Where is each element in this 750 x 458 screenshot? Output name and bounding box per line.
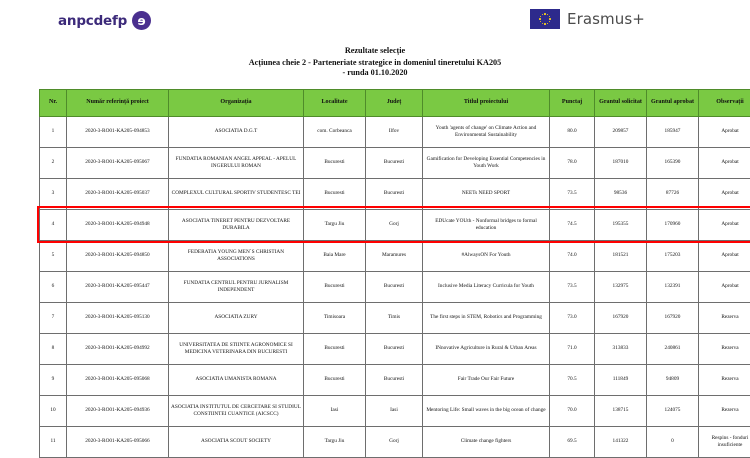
cell-grant-aprobat: 240861 — [647, 333, 699, 364]
cell-org: FUNDATIA CENTRUL PENTRU JURNALISM INDEPENDENT — [169, 271, 304, 302]
cell-titlu: Youth 'agents of change' on Climate Action and Environmental Sustainability — [423, 116, 550, 147]
table-row — [40, 426, 750, 457]
cell-grant-aprobat: 185947 — [647, 116, 699, 147]
results-table — [39, 89, 750, 458]
anpcdefp-logo — [58, 11, 151, 30]
cell-nr: 2 — [40, 147, 67, 178]
cell-org: ASOCIATIA SCOUT SOCIETY — [169, 426, 304, 457]
cell-grant-solicitat: 98536 — [595, 178, 647, 209]
cell-titlu: Inclusive Media Literacy Curricula for Youth — [423, 271, 550, 302]
cell-titlu: EDUcate YOUth - Nonformal bridges to formal education — [423, 209, 550, 240]
cell-titlu: The first steps in STEM, Robotics and Programming — [423, 302, 550, 333]
cell-grant-solicitat: 209857 — [595, 116, 647, 147]
cell-judet: Iasi — [366, 395, 423, 426]
cell-localitate: Baia Mare — [304, 240, 366, 271]
cell-org: FUNDATIA ROMANIAN ANGEL APPEAL - APELUL INGERULUI ROMAN — [169, 147, 304, 178]
table-row — [40, 395, 750, 426]
cell-org: ASOCIATIA D.G.T — [169, 116, 304, 147]
cell-ref: 2020-3-RO01-KA205-095067 — [67, 147, 169, 178]
cell-grant-aprobat: 87726 — [647, 178, 699, 209]
cell-ref: 2020-3-RO01-KA205-094936 — [67, 395, 169, 426]
cell-observatii: Aprobat — [699, 271, 750, 302]
cell-nr: 3 — [40, 178, 67, 209]
cell-observatii: Aprobat — [699, 209, 750, 240]
column-header-punctaj: Punctaj — [550, 89, 595, 116]
cell-punctaj: 74.0 — [550, 240, 595, 271]
cell-punctaj: 74.5 — [550, 209, 595, 240]
cell-ref: 2020-3-RO01-KA205-095068 — [67, 364, 169, 395]
cell-grant-solicitat: 195355 — [595, 209, 647, 240]
cell-judet: Bucuresti — [366, 271, 423, 302]
cell-org: ASOCIATIA ZURY — [169, 302, 304, 333]
cell-localitate: Targu Jiu — [304, 209, 366, 240]
cell-nr: 11 — [40, 426, 67, 457]
cell-org: ASOCIATIA TINERET PENTRU DEZVOLTARE DURABILA — [169, 209, 304, 240]
table-header-row — [40, 89, 750, 116]
cell-ref: 2020-3-RO01-KA205-094850 — [67, 240, 169, 271]
cell-judet: Bucuresti — [366, 333, 423, 364]
cell-judet: Gorj — [366, 209, 423, 240]
cell-judet: Gorj — [366, 426, 423, 457]
table-row — [40, 302, 750, 333]
cell-grant-aprobat: 132391 — [647, 271, 699, 302]
cell-localitate: Bucuresti — [304, 333, 366, 364]
column-header-localitate: Localitate — [304, 89, 366, 116]
cell-grant-aprobat: 170960 — [647, 209, 699, 240]
cell-observatii: Aprobat — [699, 116, 750, 147]
table-row — [40, 178, 750, 209]
cell-grant-aprobat: 175203 — [647, 240, 699, 271]
cell-observatii: Rezerva — [699, 395, 750, 426]
column-header-ref: Număr referință proiect — [67, 89, 169, 116]
erasmus-plus-logo — [530, 9, 645, 29]
column-header-judet: Județ — [366, 89, 423, 116]
cell-ref: 2020-3-RO01-KA205-094948 — [67, 209, 169, 240]
cell-judet: Timis — [366, 302, 423, 333]
cell-grant-solicitat: 167920 — [595, 302, 647, 333]
cell-ref: 2020-3-RO01-KA205-095037 — [67, 178, 169, 209]
cell-localitate: Bucuresti — [304, 364, 366, 395]
cell-grant-aprobat: 124075 — [647, 395, 699, 426]
cell-grant-solicitat: 111849 — [595, 364, 647, 395]
cell-observatii: Aprobat — [699, 147, 750, 178]
cell-punctaj: 73.0 — [550, 302, 595, 333]
cell-titlu: INnovative Agriculture in Rural & Urban Areas — [423, 333, 550, 364]
cell-observatii: Rezerva — [699, 302, 750, 333]
column-header-titlu: Titlul proiectului — [423, 89, 550, 116]
results-table-wrap — [39, 89, 711, 458]
cell-punctaj: 71.0 — [550, 333, 595, 364]
table-row — [40, 240, 750, 271]
cell-punctaj: 70.5 — [550, 364, 595, 395]
cell-nr: 6 — [40, 271, 67, 302]
cell-ref: 2020-3-RO01-KA205-094853 — [67, 116, 169, 147]
cell-observatii: Rezerva — [699, 333, 750, 364]
cell-ref: 2020-3-RO01-KA205-095066 — [67, 426, 169, 457]
table-row — [40, 364, 750, 395]
cell-ref: 2020-3-RO01-KA205-094992 — [67, 333, 169, 364]
table-row — [40, 333, 750, 364]
cell-nr: 4 — [40, 209, 67, 240]
cell-org: ASOCIATIA UMANISTA ROMANA — [169, 364, 304, 395]
anpcdefp-logo-mark-icon: e — [132, 11, 151, 30]
cell-observatii: Aprobat — [699, 178, 750, 209]
cell-titlu: Mentoring Life: Small waves in the big ocean of change — [423, 395, 550, 426]
cell-punctaj: 80.0 — [550, 116, 595, 147]
cell-titlu: #AlwaysON For Youth — [423, 240, 550, 271]
cell-org: FEDERATIA YOUNG MEN`S CHRISTIAN ASSOCIATIONS — [169, 240, 304, 271]
cell-judet: Bucuresti — [366, 147, 423, 178]
cell-ref: 2020-3-RO01-KA205-095130 — [67, 302, 169, 333]
page-round-label: - runda 01.10.2020 — [0, 68, 750, 79]
column-header-observatii: Observații — [699, 89, 750, 116]
cell-punctaj: 78.0 — [550, 147, 595, 178]
cell-judet: Maramures — [366, 240, 423, 271]
cell-judet: Bucuresti — [366, 178, 423, 209]
column-header-grant-solicitat: Grantul solicitat — [595, 89, 647, 116]
cell-grant-solicitat: 141322 — [595, 426, 647, 457]
cell-localitate: Timisoara — [304, 302, 366, 333]
table-row — [40, 147, 750, 178]
cell-org: ASOCIATIA INSTITUTUL DE CERCETARE SI STUDIUL CONSTIINTEI CUANTICE (AICSCC) — [169, 395, 304, 426]
cell-localitate: Bucuresti — [304, 178, 366, 209]
cell-nr: 1 — [40, 116, 67, 147]
document-header — [0, 0, 750, 42]
cell-grant-aprobat: 165390 — [647, 147, 699, 178]
results-table-body — [40, 116, 750, 457]
page-title: Rezultate selecție — [0, 46, 750, 57]
erasmus-plus-logo-text: Erasmus+ — [567, 10, 645, 28]
cell-grant-aprobat: 0 — [647, 426, 699, 457]
table-row — [40, 271, 750, 302]
cell-grant-solicitat: 313833 — [595, 333, 647, 364]
anpcdefp-logo-text: anpcdefp — [58, 13, 127, 29]
cell-titlu: NEETs NEED SPORT — [423, 178, 550, 209]
column-header-nr: Nr. — [40, 89, 67, 116]
cell-grant-solicitat: 181521 — [595, 240, 647, 271]
cell-nr: 5 — [40, 240, 67, 271]
cell-grant-solicitat: 138715 — [595, 395, 647, 426]
cell-punctaj: 73.5 — [550, 178, 595, 209]
cell-punctaj: 70.0 — [550, 395, 595, 426]
cell-observatii: Aprobat — [699, 240, 750, 271]
cell-grant-solicitat: 132975 — [595, 271, 647, 302]
page-subtitle: Acțiunea cheie 2 - Parteneriate strategice in domeniul tineretului KA205 — [0, 58, 750, 69]
cell-punctaj: 69.5 — [550, 426, 595, 457]
document-title-block — [0, 46, 750, 79]
cell-titlu: Fair Trade Our Fair Future — [423, 364, 550, 395]
cell-nr: 8 — [40, 333, 67, 364]
cell-localitate: Iasi — [304, 395, 366, 426]
cell-grant-aprobat: 94809 — [647, 364, 699, 395]
cell-judet: Bucuresti — [366, 364, 423, 395]
cell-localitate: Bucuresti — [304, 271, 366, 302]
cell-nr: 10 — [40, 395, 67, 426]
cell-grant-aprobat: 167920 — [647, 302, 699, 333]
cell-observatii: Respins - fonduri insuficiente — [699, 426, 750, 457]
table-row — [40, 116, 750, 147]
cell-nr: 7 — [40, 302, 67, 333]
cell-org: UNIVERSITATEA DE STIINTE AGRONOMICE SI MEDICINA VETERINARA DIN BUCURESTI — [169, 333, 304, 364]
cell-observatii: Rezerva — [699, 364, 750, 395]
results-table-head — [40, 89, 750, 116]
cell-grant-solicitat: 187010 — [595, 147, 647, 178]
column-header-org: Organizația — [169, 89, 304, 116]
cell-localitate: Targu Jiu — [304, 426, 366, 457]
cell-punctaj: 73.5 — [550, 271, 595, 302]
cell-judet: Ilfov — [366, 116, 423, 147]
cell-titlu: Gamification for Developing Essential Competencies in Youth Work — [423, 147, 550, 178]
cell-ref: 2020-3-RO01-KA205-095447 — [67, 271, 169, 302]
cell-nr: 9 — [40, 364, 67, 395]
column-header-grant-aprobat: Grantul aprobat — [647, 89, 699, 116]
cell-org: COMPLEXUL CULTURAL SPORTIV STUDENTESC TEI — [169, 178, 304, 209]
cell-localitate: Bucuresti — [304, 147, 366, 178]
cell-titlu: Climate change fighters — [423, 426, 550, 457]
european-union-flag-icon — [530, 9, 560, 29]
table-row — [40, 209, 750, 240]
cell-localitate: com. Corbeanca — [304, 116, 366, 147]
